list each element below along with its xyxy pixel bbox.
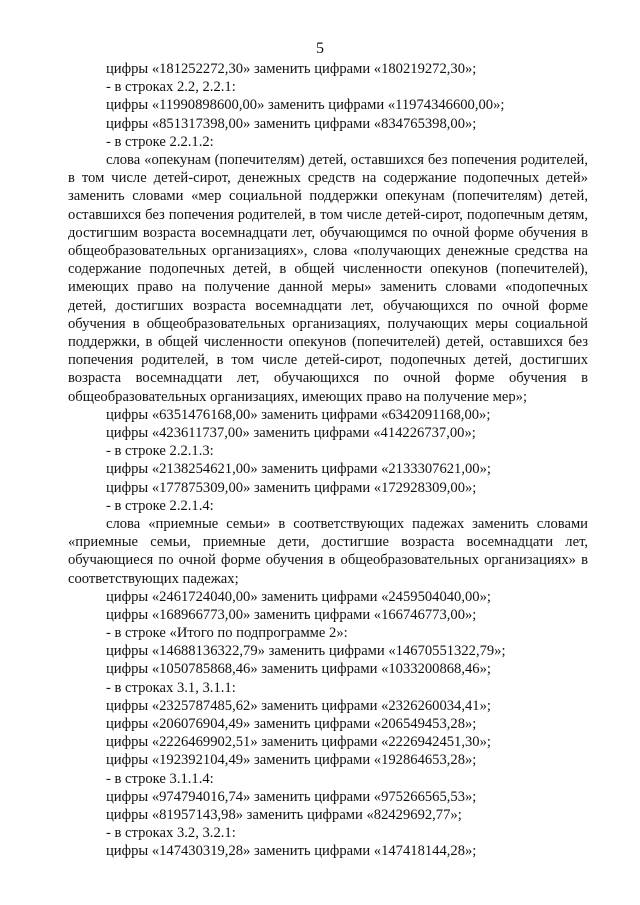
amendment-line: - в строках 3.1, 3.1.1:	[106, 679, 236, 696]
amendment-line: цифры «2226469902,51» заменить цифрами «2226942451,30»;	[106, 734, 491, 751]
amendment-line: цифры «177875309,00» заменить цифрами «172928309,00»;	[106, 479, 477, 496]
amendment-line: - в строке 2.2.1.4:	[106, 497, 214, 514]
amendment-line: цифры «2138254621,00» заменить цифрами «2133307621,00»;	[106, 461, 491, 478]
amendment-line: - в строках 3.2, 3.2.1:	[106, 825, 236, 842]
amendment-line: - в строке 3.1.1.4:	[106, 770, 214, 787]
amendment-line: - в строке 2.2.1.3:	[106, 443, 214, 460]
page-number: 5	[316, 40, 324, 57]
amendment-line: цифры «974794016,74» заменить цифрами «975266565,53»;	[106, 788, 477, 805]
document-body	[68, 60, 588, 861]
amendment-line: цифры «81957143,98» заменить цифрами «82429692,77»;	[106, 806, 462, 823]
amendment-line: цифры «181252272,30» заменить цифрами «180219272,30»;	[106, 61, 477, 77]
amendment-line: - в строке «Итого по подпрограмме 2»:	[106, 625, 348, 642]
amendment-line: цифры «192392104,49» заменить цифрами «192864653,28»;	[106, 752, 477, 769]
amendment-line: цифры «423611737,00» заменить цифрами «414226737,00»;	[106, 424, 476, 441]
body-paragraph: слова «приемные семьи» в соответствующих падежах заменить словами «приемные семьи, приемные дети, достигшие возраста восемнадцати лет, обучающиеся по очной форме обучения в общеобразовательных организациях» в соответствующих падежах;	[68, 515, 588, 587]
amendment-line: цифры «11990898600,00» заменить цифрами «11974346600,00»;	[106, 97, 505, 114]
amendment-line: цифры «1050785868,46» заменить цифрами «1033200868,46»;	[106, 661, 491, 678]
amendment-line: цифры «168966773,00» заменить цифрами «166746773,00»;	[106, 606, 477, 623]
amendment-line: - в строке 2.2.1.2:	[106, 133, 214, 150]
amendment-line: цифры «2461724040,00» заменить цифрами «2459504040,00»;	[106, 588, 491, 605]
amendment-line: цифры «14688136322,79» заменить цифрами «14670551322,79»;	[106, 643, 506, 660]
body-paragraph: слова «опекунам (попечителям) детей, оставшихся без попечения родителей, в том числе детей-сирот, денежных средств на содержание подопечных детей» заменить словами «мер социальной поддержки опекунам (попечителям) детей, оставшихся без попечения родителей, в том числе детей-сирот, подопечным детям, достигшим возраста восемнадцати лет, обучающимся по очной форме обучения в общеобразовательных организациях», слова «получающих денежные средства на содержание подопечных детей, в общей численности опекунов (попечителей), имеющих право на получение данной меры» заменить словами «подопечных детей, достигших возраста восемнадцати лет, обучающихся по очной форме обучения в общеобразовательных организациях, получающих меры социальной поддержки, в общей численности опекунов (попечителей) детей, оставшихся без попечения родителей, в том числе детей-сирот, подопечных детей, достигших возраста восемнадцати лет, обучающихся по очной форме обучения в общеобразовательных организациях, имеющих право на получение мер»;	[68, 151, 588, 405]
amendment-line: цифры «206076904,49» заменить цифрами «206549453,28»;	[106, 716, 477, 733]
amendment-line: - в строках 2.2, 2.2.1:	[106, 79, 236, 96]
amendment-line: цифры «147430319,28» заменить цифрами «147418144,28»;	[106, 843, 477, 860]
amendment-line: цифры «2325787485,62» заменить цифрами «2326260034,41»;	[106, 697, 491, 714]
amendment-line: цифры «6351476168,00» заменить цифрами «6342091168,00»;	[106, 406, 491, 423]
amendment-line: цифры «851317398,00» заменить цифрами «834765398,00»;	[106, 115, 477, 132]
